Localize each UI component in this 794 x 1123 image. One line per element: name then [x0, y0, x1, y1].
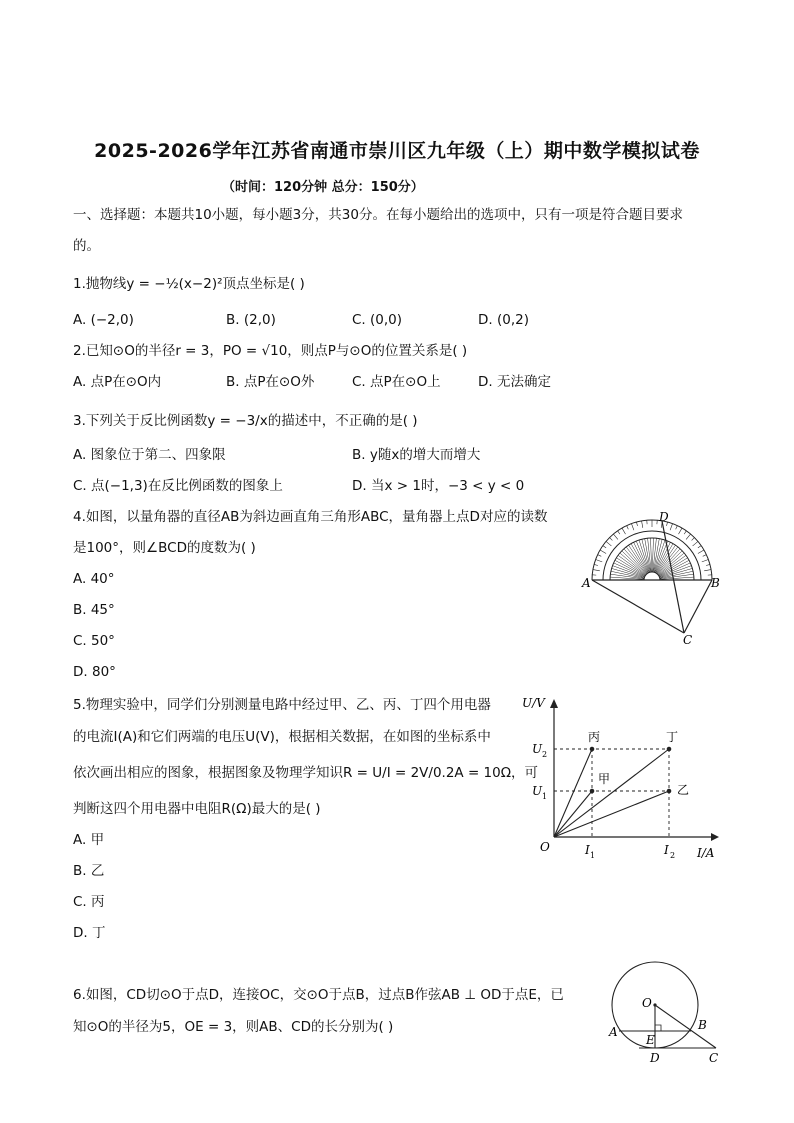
question-3-option-a: A. 图象位于第二、四象限 [73, 447, 226, 463]
question-6-line1: 6.如图，CD切⊙O于点D，连接OC，交⊙O于点B，过点B作弦AB ⊥ OD于点E，已 [73, 987, 564, 1003]
label-e: E [646, 1033, 655, 1047]
question-4-line2: 是100°，则∠BCD的度数为( ) [73, 540, 256, 556]
label-c: C [709, 1051, 719, 1065]
question-5-line3: 依次画出相应的图象，根据图象及物理学知识R = U/I = 2V/0.2A = 10Ω，可 [73, 765, 539, 781]
label-b: B [711, 576, 720, 590]
question-5-option-d: D. 丁 [73, 925, 106, 941]
i2-label: I [664, 843, 669, 857]
i2-subscript: 2 [670, 851, 676, 860]
question-2-stem: 2.已知⊙O的半径r = 3，PO = √10，则点P与⊙O的位置关系是( ) [73, 343, 468, 359]
question-3-option-d: D. 当x > 1时，−3 < y < 0 [352, 478, 525, 494]
question-2-option-c: C. 点P在⊙O上 [352, 374, 441, 390]
question-6-line2: 知⊙O的半径为5，OE = 3，则AB、CD的长分别为( ) [73, 1019, 394, 1035]
exam-info: （时间：120分钟 总分：150分） [222, 180, 424, 195]
question-5-option-a: A. 甲 [73, 832, 105, 848]
question-2-option-d: D. 无法确定 [478, 374, 551, 390]
label-d: D [659, 510, 669, 524]
u1-label: U [532, 784, 543, 798]
question-1-option-a: A. (−2,0) [73, 312, 134, 328]
label-a: A [582, 576, 591, 590]
label-d: D [650, 1051, 660, 1065]
i1-label: I [585, 843, 590, 857]
u2-subscript: 2 [542, 750, 548, 759]
ui-graph-figure [516, 690, 726, 870]
question-2-option-a: A. 点P在⊙O内 [73, 374, 162, 390]
label-o: O [642, 996, 652, 1010]
ding-label: 丁 [666, 730, 679, 744]
question-4-line1: 4.如图，以量角器的直径AB为斜边画直角三角形ABC，量角器上点D对应的读数 [73, 509, 548, 525]
question-1-option-c: C. (0,0) [352, 312, 403, 328]
question-1-option-b: B. (2,0) [226, 312, 276, 328]
question-3-stem: 3.下列关于反比例函数y = −3/x的描述中，不正确的是( ) [73, 413, 418, 429]
bing-label: 丙 [588, 730, 601, 744]
label-b: B [698, 1018, 707, 1032]
page-title: 2025-2026学年江苏省南通市崇川区九年级（上）期中数学模拟试卷 [94, 140, 700, 162]
question-4-option-d: D. 80° [73, 664, 116, 680]
label-a: A [609, 1025, 618, 1039]
question-5-line4: 判断这四个用电器中电阻R(Ω)最大的是( ) [73, 801, 321, 817]
jia-label: 甲 [598, 772, 611, 786]
question-5-line1: 5.物理实验中，同学们分别测量电路中经过甲、乙、丙、丁四个用电器 [73, 697, 491, 713]
question-2-option-b: B. 点P在⊙O外 [226, 374, 315, 390]
protractor-figure [578, 508, 728, 648]
y-axis-label: U/V [522, 696, 545, 710]
u2-label: U [532, 742, 543, 756]
x-axis-label: I/A [697, 846, 715, 860]
question-5-option-b: B. 乙 [73, 863, 105, 879]
question-5-option-c: C. 丙 [73, 894, 105, 910]
i1-subscript: 1 [590, 851, 596, 860]
question-1-stem: 1.抛物线y = −½(x−2)²顶点坐标是( ) [73, 276, 305, 292]
label-c: C [683, 633, 693, 647]
question-4-option-c: C. 50° [73, 633, 115, 649]
origin-label: O [540, 840, 550, 854]
question-1-option-d: D. (0,2) [478, 312, 529, 328]
question-5-line2: 的电流I(A)和它们两端的电压U(V)，根据相关数据，在如图的坐标系中 [73, 729, 491, 745]
question-3-option-b: B. y随x的增大而增大 [352, 447, 481, 463]
question-4-option-a: A. 40° [73, 571, 115, 587]
u1-subscript: 1 [542, 792, 548, 801]
circle-tangent-figure [604, 958, 734, 1068]
question-3-option-c: C. 点(−1,3)在反比例函数的图象上 [73, 478, 283, 494]
question-4-option-b: B. 45° [73, 602, 115, 618]
yi-label: 乙 [677, 783, 690, 797]
section-heading-line1: 一、选择题：本题共10小题，每小题3分，共30分。在每小题给出的选项中，只有一项是符合题目要求 [73, 207, 683, 223]
section-heading-line2: 的。 [73, 238, 100, 254]
